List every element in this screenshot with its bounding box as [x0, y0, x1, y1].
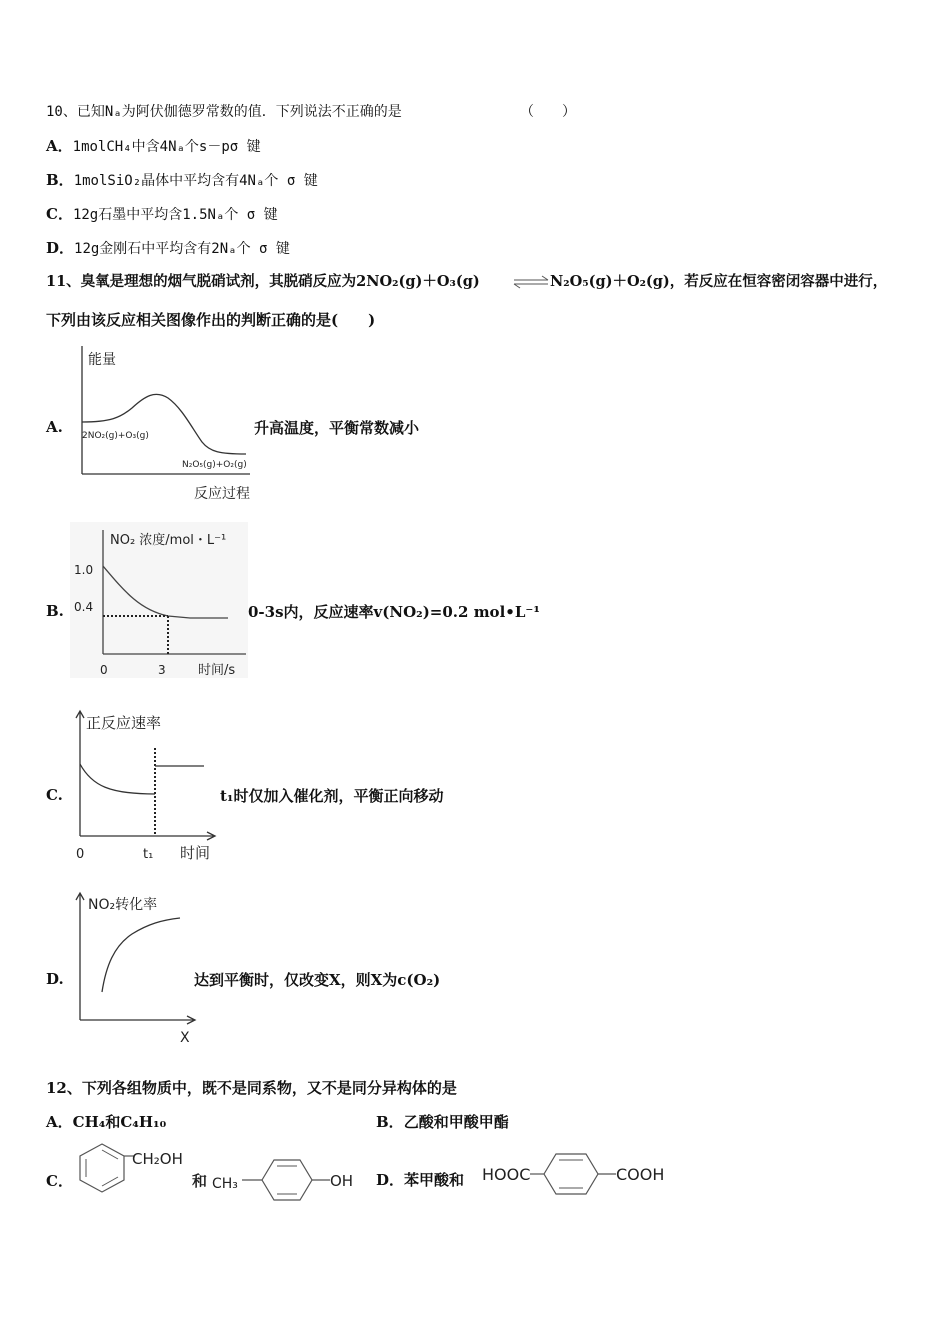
- q11-option-c-text: t₁时仅加入催化剂，平衡正向移动: [220, 787, 444, 805]
- option-label: D．: [376, 1171, 405, 1189]
- option-text: CH₄和C₄H₁₀: [72, 1113, 167, 1131]
- q10-option-c: [46, 204, 278, 225]
- graph-b-no2-concentration: [70, 522, 250, 682]
- cooh-group: COOH: [616, 1165, 665, 1184]
- q12-option-c-label: C．: [46, 1172, 73, 1190]
- graph-c-forward-rate: [70, 708, 230, 868]
- q11-stem-part1: 11、臭氧是理想的烟气脱硝试剂，其脱硝反应为2NO₂(g)＋O₃(g): [46, 273, 480, 290]
- terephthalic-acid-structure: [480, 1150, 680, 1200]
- reactant-label: 2NO₂(g)+O₃(g): [82, 431, 149, 441]
- product-label: N₂O₅(g)+O₂(g): [182, 460, 247, 470]
- x-tick-3: 3: [158, 663, 166, 677]
- q11-option-b-text: 0-3s内，反应速率v(NO₂)=0.2 mol•L⁻¹: [248, 603, 540, 621]
- oh-group: OH: [330, 1172, 354, 1190]
- option-label: B．: [376, 1113, 404, 1131]
- x-tick-0: 0: [100, 663, 108, 677]
- q10-stem: 10、已知Nₐ为阿伏伽德罗常数的值．下列说法不正确的是: [46, 104, 402, 120]
- conversion-curve: [102, 918, 180, 992]
- q12-option-a: [46, 1112, 166, 1132]
- y-axis-label: NO₂转化率: [88, 897, 158, 913]
- option-text: 12g金刚石中平均含有2Nₐ个 σ 键: [74, 241, 290, 257]
- y-axis-label: 正反应速率: [86, 714, 162, 732]
- q11-option-d-text: 达到平衡时，仅改变X，则X为c(O₂): [194, 971, 441, 989]
- join-word: 和: [192, 1172, 208, 1190]
- rate-curve-before: [80, 764, 155, 794]
- q10-option-b: [46, 170, 318, 191]
- option-label: A．: [46, 1113, 73, 1131]
- option-label: A．: [46, 137, 73, 155]
- q10-option-a: [46, 136, 261, 157]
- reversible-arrow-icon: [512, 274, 552, 290]
- x-tick-t1: t₁: [143, 847, 154, 862]
- option-text: 1molSiO₂晶体中平均含有4Nₐ个 σ 键: [73, 173, 318, 189]
- q11-option-c-label: C.: [46, 786, 63, 804]
- q11-option-b-label: B.: [46, 602, 64, 620]
- q11-option-a-text: 升高温度，平衡常数减小: [254, 419, 420, 437]
- option-label: D．: [46, 239, 75, 257]
- ch2oh-group: CH₂OH: [132, 1150, 183, 1168]
- q12-option-b: [376, 1112, 509, 1132]
- hooc-group: HOOC: [482, 1165, 531, 1184]
- y-axis-label: 能量: [88, 352, 116, 368]
- q10-answer-paren: （ ）: [520, 104, 576, 120]
- graph-a-energy-profile: [60, 338, 260, 508]
- benzene-ring-icon: [80, 1144, 124, 1192]
- option-text: 乙酸和甲酸甲酯: [403, 1113, 509, 1131]
- y-axis-label: NO₂ 浓度/mol・L⁻¹: [110, 533, 227, 548]
- q12-stem: 12、下列各组物质中，既不是同系物，又不是同分异构体的是: [46, 1079, 457, 1097]
- q11-stem-line2: 下列由该反应相关图像作出的判断正确的是( ): [46, 311, 376, 329]
- option-text: 苯甲酸和: [404, 1171, 465, 1189]
- energy-curve: [82, 394, 246, 454]
- x-axis-label: 反应过程: [194, 486, 250, 502]
- x-axis-label: 时间: [180, 844, 211, 862]
- q12-option-d: [376, 1170, 464, 1190]
- option-text: 12g石墨中平均含1.5Nₐ个 σ 键: [72, 207, 278, 223]
- x-axis-label: 时间/s: [198, 663, 236, 678]
- x-axis-label: X: [180, 1030, 190, 1046]
- option-label: C．: [46, 205, 73, 223]
- q11-option-d-label: D.: [46, 970, 64, 988]
- y-tick-04: 0.4: [74, 600, 94, 614]
- q11-option-a-label: A.: [46, 418, 63, 436]
- option-label: B．: [46, 171, 74, 189]
- option-text: 1molCH₄中含4Nₐ个s－pσ 键: [72, 139, 261, 155]
- q11-stem-part2: N₂O₅(g)＋O₂(g)，若反应在恒容密闭容器中进行，: [550, 273, 888, 290]
- q12-option-c-structures: [74, 1140, 364, 1200]
- y-tick-1: 1.0: [74, 563, 94, 577]
- ch3-group: CH₃: [212, 1176, 238, 1192]
- x-tick-0: 0: [76, 847, 85, 862]
- q10-option-d: [46, 238, 290, 259]
